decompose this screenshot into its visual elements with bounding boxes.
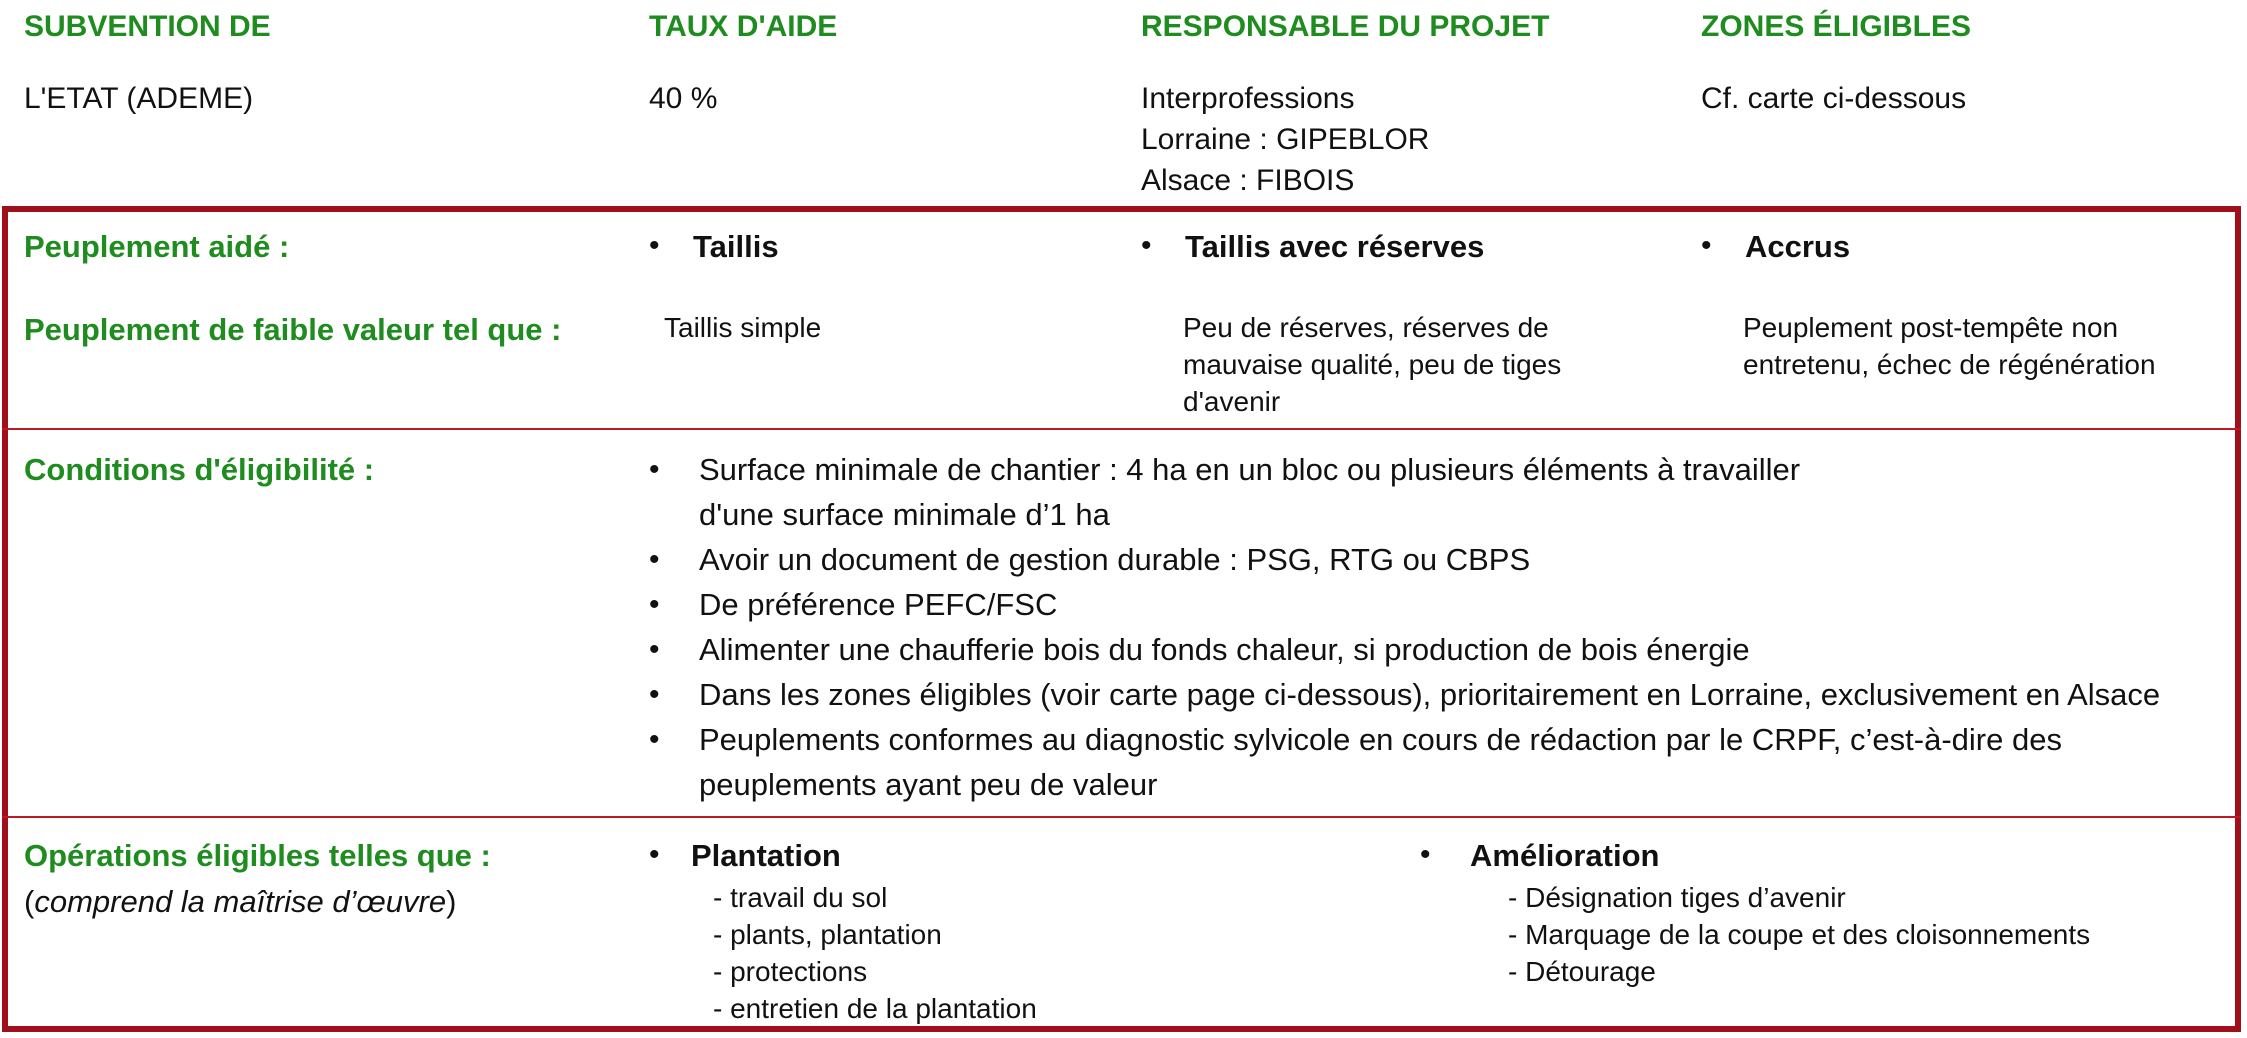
- row-divider: [2, 816, 2241, 818]
- peuplement-type-name: Accrus: [1745, 229, 1851, 264]
- bullet-icon: •: [649, 453, 660, 486]
- operation-item: - entretien de la plantation: [713, 993, 1037, 1024]
- header-taux-value: 40 %: [649, 82, 718, 115]
- header-zones-value: Cf. carte ci-dessous: [1701, 82, 1967, 115]
- bullet-icon: •: [649, 543, 660, 576]
- condition-line: De préférence PEFC/FSC: [699, 587, 1058, 622]
- condition-line: Surface minimale de chantier : 4 ha en un bloc ou plusieurs éléments à travailler: [699, 452, 1801, 487]
- operation-item: - Marquage de la coupe et des cloisonnements: [1508, 919, 2091, 950]
- conditions-label: Conditions d'éligibilité :: [24, 452, 375, 487]
- condition-item: [649, 447, 2229, 537]
- operations-note: [24, 884, 456, 920]
- peuplement-aide-label: Peuplement aidé :: [24, 229, 290, 264]
- bullet-icon: •: [649, 723, 660, 756]
- bullet-icon: •: [649, 678, 660, 711]
- bullet-icon: •: [649, 229, 660, 262]
- note-paren: ): [446, 884, 457, 919]
- peuplement-faible-label: Peuplement de faible valeur tel que :: [24, 312, 562, 347]
- description-line: Peuplement post-tempête non: [1743, 312, 2119, 343]
- header-zones-title: ZONES ÉLIGIBLES: [1701, 10, 1972, 43]
- bullet-icon: •: [649, 838, 660, 871]
- operation-item: - plants, plantation: [713, 919, 942, 950]
- header-responsable-title: RESPONSABLE DU PROJET: [1141, 10, 1550, 43]
- condition-line: Peuplements conformes au diagnostic sylvicole en cours de rédaction par le CRPF, c’est-à-dire des: [699, 722, 2062, 757]
- condition-line: Dans les zones éligibles (voir carte page ci-dessous), prioritairement en Lorraine, exclusivement en Alsace: [699, 677, 2161, 712]
- responsable-line: Lorraine : GIPEBLOR: [1141, 123, 1430, 156]
- condition-line: peuplements ayant peu de valeur: [699, 767, 1158, 802]
- operation-items: [713, 879, 1037, 1027]
- bullet-icon: •: [1141, 229, 1152, 262]
- operation-item: - travail du sol: [713, 882, 888, 913]
- header-subvention-title: SUBVENTION DE: [24, 10, 271, 43]
- operation-item: - Détourage: [1508, 956, 1656, 987]
- peuplement-type-name: Taillis avec réserves: [1185, 229, 1485, 264]
- responsable-line: Interprofessions: [1141, 82, 1355, 115]
- operation-group-title: Plantation: [691, 838, 841, 873]
- note-italic: comprend la maîtrise d’œuvre: [34, 884, 447, 919]
- responsable-line: Alsace : FIBOIS: [1141, 164, 1355, 197]
- peuplement-type-description: Taillis simple: [664, 312, 822, 343]
- row-divider: [2, 428, 2241, 430]
- condition-line: Alimenter une chaufferie bois du fonds chaleur, si production de bois énergie: [699, 632, 1750, 667]
- description-line: entretenu, échec de régénération: [1743, 349, 2156, 380]
- header-subvention-value: L'ETAT (ADEME): [24, 82, 254, 115]
- operation-item: - protections: [713, 956, 868, 987]
- bullet-icon: •: [649, 633, 660, 666]
- operations-label: Opérations éligibles telles que :: [24, 838, 491, 873]
- condition-item: [649, 627, 2229, 672]
- condition-item: [649, 537, 2229, 582]
- header-taux-title: TAUX D'AIDE: [649, 10, 838, 43]
- bullet-icon: •: [649, 588, 660, 621]
- description-line: d'avenir: [1183, 386, 1281, 417]
- description-line: mauvaise qualité, peu de tiges: [1183, 349, 1562, 380]
- condition-item: [649, 582, 2229, 627]
- operation-item: - Désignation tiges d’avenir: [1508, 882, 1846, 913]
- bullet-icon: •: [1420, 838, 1431, 871]
- conditions-list: [649, 447, 2229, 807]
- peuplement-type-description: [1743, 309, 2156, 383]
- description-line: Peu de réserves, réserves de: [1183, 312, 1549, 343]
- peuplement-type-description: [1183, 309, 1561, 420]
- note-paren: (: [24, 884, 35, 919]
- peuplement-type-name: Taillis: [693, 229, 779, 264]
- condition-item: [649, 672, 2229, 717]
- condition-item: [649, 717, 2229, 807]
- condition-line: d'une surface minimale d’1 ha: [699, 497, 1110, 532]
- condition-line: Avoir un document de gestion durable : PSG, RTG ou CBPS: [699, 542, 1531, 577]
- operation-items: [1508, 879, 2090, 990]
- bullet-icon: •: [1701, 229, 1712, 262]
- operation-group-title: Amélioration: [1470, 838, 1660, 873]
- header-responsable-value: [1141, 78, 1429, 201]
